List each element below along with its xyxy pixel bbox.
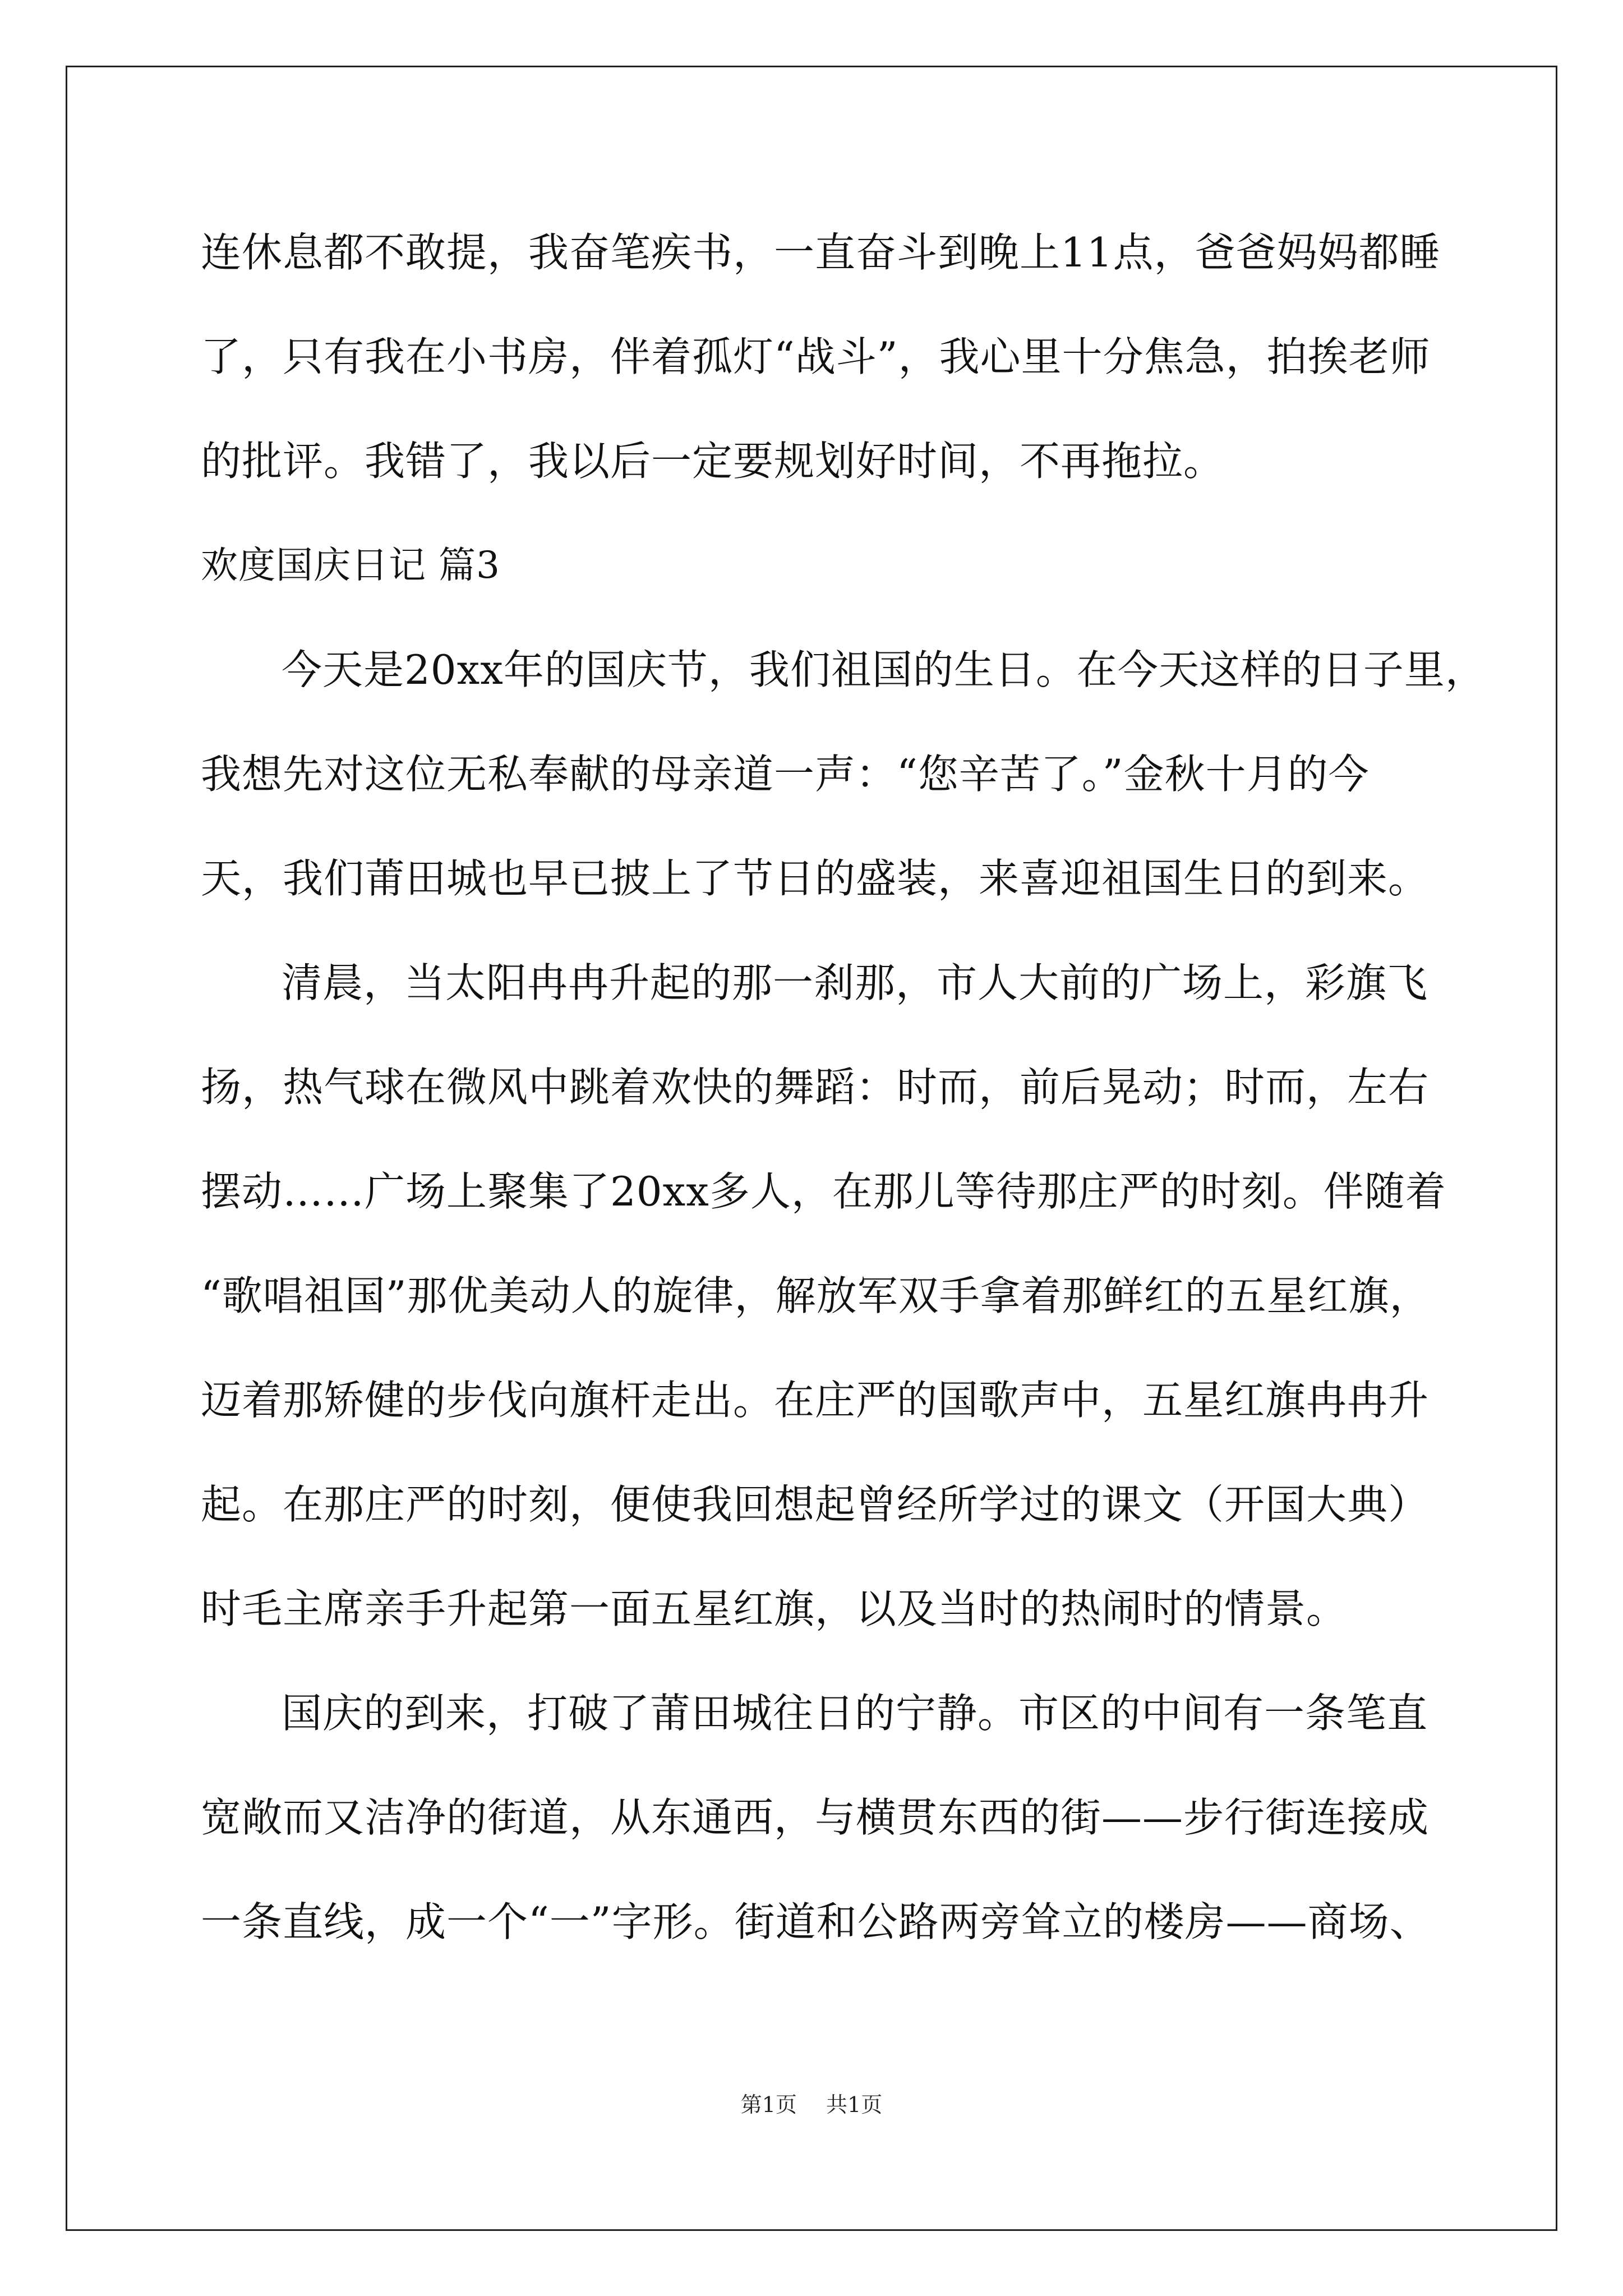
text-line: 扬，热气球在微风中跳着欢快的舞蹈：时而，前后晃动；时而，左右 [201, 1064, 1430, 1111]
document-body [201, 223, 1486, 1997]
text-line: 我想先对这位无私奉献的母亲道一声：“您辛苦了。”金秋十月的今 [201, 751, 1370, 798]
text-line: 清晨，当太阳冉冉升起的那一刹那，市人大前的广场上，彩旗飞 [282, 959, 1428, 1006]
text-line: 天，我们莆田城也早已披上了节日的盛装，来喜迎祖国生日的到来。 [201, 855, 1430, 902]
page-total: 共1页 [826, 2092, 883, 2117]
text-line: 连休息都不敢提，我奋笔疾书，一直奋斗到晚上11点，爸爸妈妈都睡 [201, 229, 1441, 276]
text-line: 宽敞而又洁净的街道，从东通西，与横贯东西的街——步行街连接成 [201, 1794, 1430, 1841]
text-line: 摆动……广场上聚集了20xx多人，在那儿等待那庄严的时刻。伴随着 [201, 1168, 1446, 1215]
text-line: 了，只有我在小书房，伴着孤灯“战斗”，我心里十分焦急，拍挨老师 [201, 333, 1431, 380]
page-number: 第1页 [740, 2092, 797, 2117]
text-line: 今天是20xx年的国庆节，我们祖国的生日。在今天这样的日子里， [282, 646, 1486, 693]
section-heading: 欢度国庆日记 篇3 [201, 544, 500, 587]
text-line: 一条直线，成一个“一”字形。街道和公路两旁耸立的楼房——商场、 [201, 1898, 1431, 1945]
text-line: 迈着那矫健的步伐向旗杆走出。在庄严的国歌声中，五星红旗冉冉升 [201, 1377, 1430, 1424]
text-line: 的批评。我错了，我以后一定要规划好时间，不再拖拉。 [201, 438, 1225, 485]
text-line: “歌唱祖国”那优美动人的旋律，解放军双手拿着那鲜红的五星红旗， [201, 1272, 1431, 1319]
text-line: 国庆的到来，打破了莆田城往日的宁静。市区的中间有一条笔直 [282, 1690, 1428, 1737]
page-footer [0, 2091, 1623, 2118]
text-line: 起。在那庄严的时刻，便使我回想起曾经所学过的课文（开国大典） [201, 1481, 1430, 1528]
text-line: 时毛主席亲手升起第一面五星红旗，以及当时的热闹时的情景。 [201, 1585, 1348, 1632]
